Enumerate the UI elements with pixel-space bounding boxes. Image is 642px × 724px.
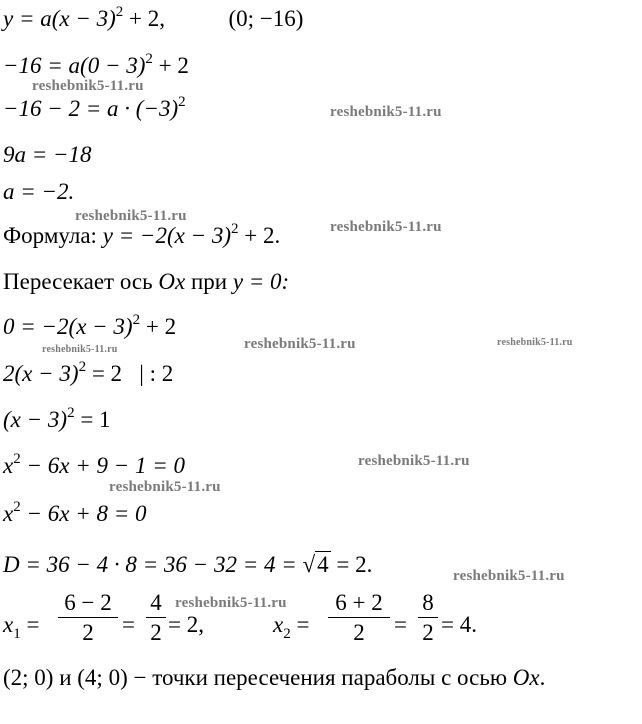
watermark: reshebnik5-11.ru [42, 344, 118, 355]
intersection-condition: y = 0: [232, 269, 290, 294]
watermark: reshebnik5-11.ru [175, 595, 287, 611]
axis-label: Ox [158, 269, 186, 294]
x1-fraction-2 [146, 590, 166, 646]
watermark: reshebnik5-11.ru [244, 336, 356, 352]
exponent: 2 [178, 94, 186, 110]
x2-equals: = [290, 612, 310, 637]
step-10-equation: (x − 3) [3, 407, 68, 432]
line-discriminant [3, 551, 372, 579]
substitution-tail: + 2 [152, 53, 189, 78]
line-substitution [3, 52, 189, 80]
watermark: reshebnik5-11.ru [453, 568, 565, 584]
step-8-equation: 0 = −2(x − 3) [3, 314, 133, 339]
step-10-tail: = 1 [74, 407, 111, 432]
watermark: reshebnik5-11.ru [109, 479, 221, 495]
line-step-4 [3, 141, 92, 169]
denominator: 2 [82, 620, 94, 645]
line-step-8 [3, 313, 176, 341]
variable-x: x [3, 453, 14, 478]
x1-middle-equals: = [122, 612, 135, 637]
exponent: 2 [78, 359, 87, 375]
exponent: 2 [13, 451, 21, 467]
line-step-9 [3, 360, 173, 388]
conclusion-axis: Ox [512, 665, 540, 690]
conclusion-end: . [539, 665, 546, 690]
x2-result: = 4. [441, 612, 477, 637]
given-equation: y = a(x − 3) [3, 6, 116, 31]
exponent: 2 [67, 405, 75, 421]
x2-fraction-1 [328, 590, 390, 646]
discriminant-head: D = 36 − 4 · 8 = 36 − 32 = 4 = [3, 552, 303, 577]
given-point: (0; −16) [228, 6, 304, 31]
step-9-equation: 2(x − 3) [3, 361, 79, 386]
formula-equation: y = −2(x − 3) [102, 223, 231, 248]
line-formula [3, 222, 280, 250]
intersection-text: Пересекает ось [3, 269, 159, 294]
x1-subscript: 1 [13, 626, 21, 642]
numerator: 8 [422, 590, 434, 615]
exponent: 2 [115, 4, 124, 20]
x2-fraction-2 [418, 590, 438, 646]
step-9-tail: = 2 | : 2 [86, 361, 174, 386]
watermark: reshebnik5-11.ru [330, 219, 442, 235]
numerator: 4 [150, 590, 162, 615]
line-conclusion [3, 664, 545, 692]
line-step-11 [3, 452, 185, 480]
fraction-bar [146, 617, 166, 618]
variable-x: x [3, 501, 14, 526]
x1-symbol: x [3, 612, 14, 637]
step-3-equation: −16 − 2 = a · (−3) [3, 96, 179, 121]
watermark: reshebnik5-11.ru [330, 104, 442, 120]
label-x2 [273, 611, 310, 642]
quadratic-tail: − 6x + 8 = 0 [20, 501, 147, 526]
line-a-value [3, 178, 74, 206]
sqrt-sign: √ [302, 552, 316, 577]
step-8-tail: + 2 [140, 314, 177, 339]
x2-middle-equals: = [394, 612, 407, 637]
fraction-bar [58, 617, 118, 618]
line-intersection-condition [3, 268, 289, 296]
x1-result: = 2, [168, 612, 204, 637]
formula-tail: + 2. [238, 223, 281, 248]
exponent: 2 [231, 221, 239, 237]
sqrt-radicand: 4 [317, 552, 329, 577]
denominator: 2 [422, 620, 434, 645]
exponent: 2 [145, 51, 153, 67]
formula-label: Формула: [3, 223, 103, 248]
watermark: reshebnik5-11.ru [75, 208, 187, 224]
denominator: 2 [353, 620, 365, 645]
line-step-10 [3, 406, 111, 434]
step-11-tail: − 6x + 9 − 1 = 0 [20, 453, 186, 478]
step-4-equation: 9a = −18 [3, 142, 92, 167]
fraction-bar [328, 617, 390, 618]
line-quadratic [3, 500, 147, 528]
x2-subscript: 2 [283, 626, 291, 642]
x1-fraction-1 [58, 590, 118, 646]
a-value-equation: a = −2. [3, 179, 75, 204]
discriminant-tail: = 2. [330, 552, 373, 577]
substitution-equation: −16 = a(0 − 3) [3, 53, 146, 78]
watermark: reshebnik5-11.ru [32, 78, 144, 94]
conclusion-text: (2; 0) и (4; 0) − точки пересечения параболы с осью [3, 665, 513, 690]
x2-symbol: x [273, 612, 284, 637]
watermark: reshebnik5-11.ru [358, 453, 470, 469]
line-step-3 [3, 95, 186, 123]
denominator: 2 [150, 620, 162, 645]
line-given-function [3, 5, 303, 33]
numerator: 6 + 2 [335, 590, 383, 615]
watermark: reshebnik5-11.ru [497, 337, 573, 348]
given-equation-tail: + 2, [123, 6, 166, 31]
intersection-text-2: при [185, 269, 233, 294]
fraction-bar [418, 617, 438, 618]
exponent: 2 [132, 312, 141, 328]
x1-equals: = [20, 612, 40, 637]
exponent: 2 [13, 499, 21, 515]
label-x1 [3, 611, 40, 642]
numerator: 6 − 2 [64, 590, 112, 615]
